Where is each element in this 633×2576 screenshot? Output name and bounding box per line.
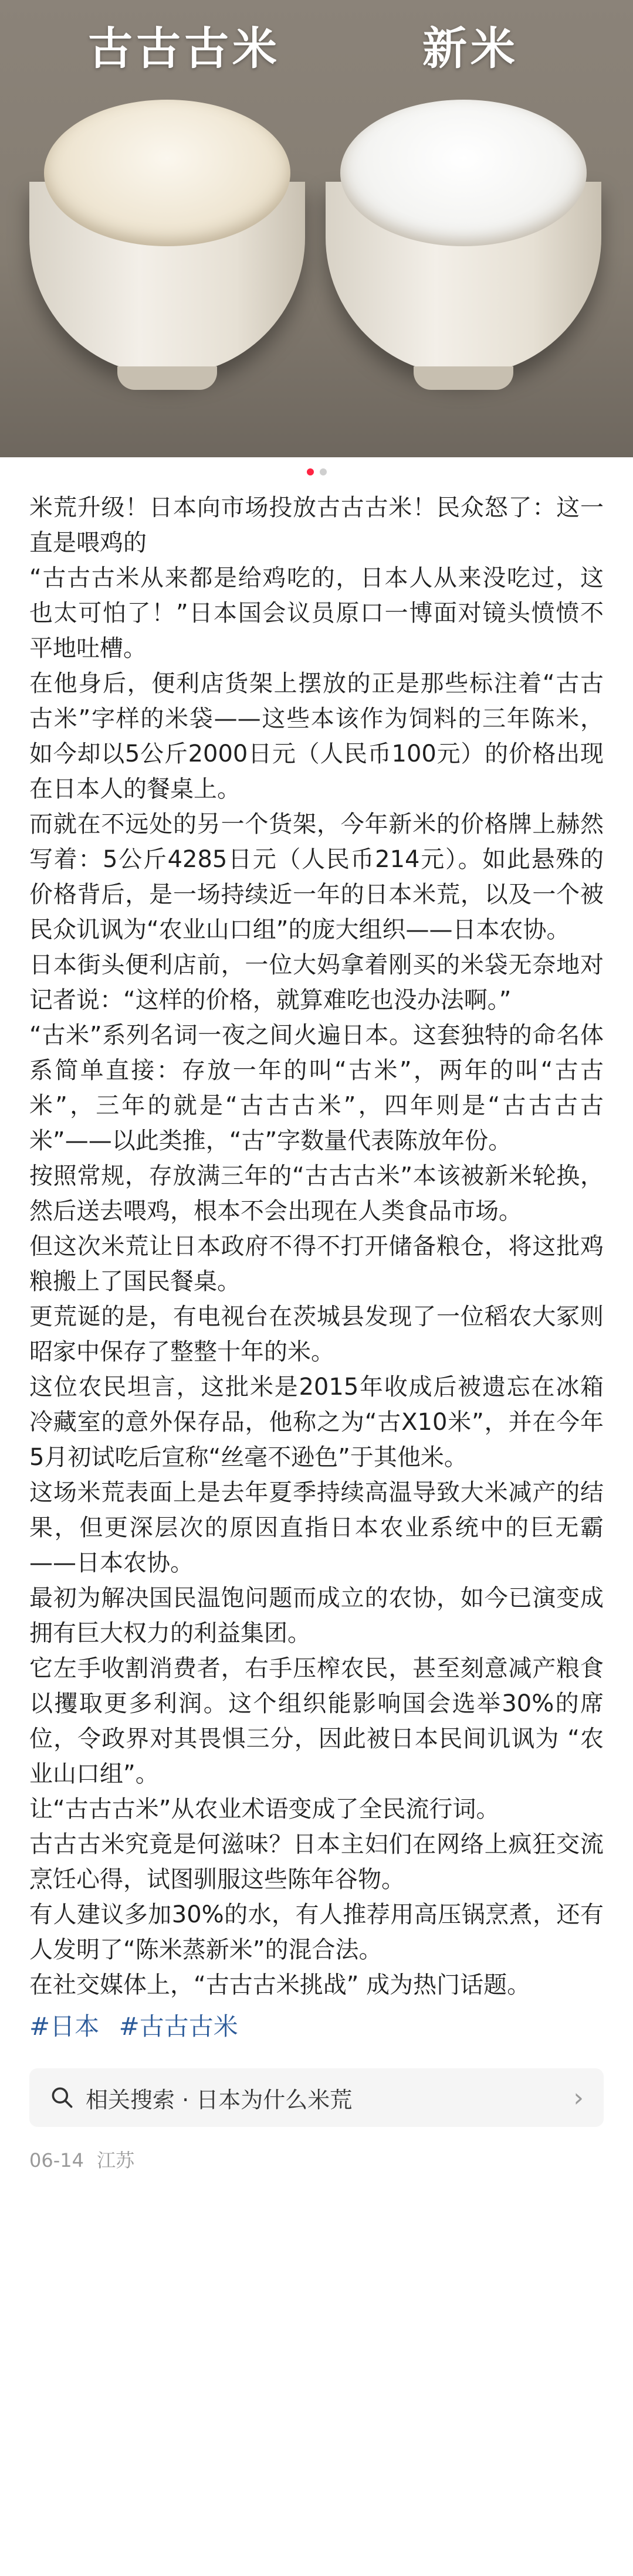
paragraph: 这位农民坦言，这批米是2015年收成后被遗忘在冰箱冷藏室的意外保存品，他称之为“古X10米”，并在今年5月初试吃后宣称“丝毫不逊色”于其他米。 [29, 1374, 604, 1471]
paragraph: 更荒诞的是，有电视台在茨城县发现了一位稻农大冢则昭家中保存了整整十年的米。 [29, 1303, 604, 1365]
paragraph: 有人建议多加30%的水，有人推荐用高压锅烹煮，还有人发明了“陈米蒸新米”的混合法。 [29, 1901, 604, 1963]
paragraph: 最初为解决国民温饱问题而成立的农协，如今已演变成拥有巨大权力的利益集团。 [29, 1585, 604, 1647]
post-date: 06-14 [29, 2149, 84, 2171]
new-rice-bowl [326, 100, 601, 405]
paragraph: 按照常规，存放满三年的“古古古米”本该被新米轮换，然后送去喂鸡，根本不会出现在人类食品市场。 [29, 1163, 604, 1225]
hashtag-gugugumi[interactable]: #古古古米 [119, 2012, 238, 2041]
paragraph: 日本街头便利店前，一位大妈拿着刚买的米袋无奈地对记者说：“这样的价格，就算难吃也没办法啊。” [29, 951, 604, 1014]
paragraph: 在社交媒体上，“古古古米挑战” 成为热门话题。 [29, 1972, 531, 1999]
paragraph: 让“古古古米”从农业术语变成了全民流行词。 [29, 1796, 500, 1823]
paragraph: 它左手收割消费者，右手压榨农民，甚至刻意减产粮食以攫取更多利润。这个组织能影响国会选举30%的席位，令政界对其畏惧三分，因此被日本民间讥讽为 “农业山口组”。 [29, 1655, 604, 1787]
paragraph: 古古古米究竟是何滋味？日本主妇们在网络上疯狂交流烹饪心得，试图驯服这些陈年谷物。 [29, 1831, 604, 1893]
paragraph: “古古古米从来都是给鸡吃的，日本人从来没吃过，这也太可怕了！”日本国会议员原口一博面对镜头愤愤不平地吐槽。 [29, 565, 604, 662]
paragraph: 米荒升级！日本向市场投放古古古米！民众怒了：这一直是喂鸡的 [29, 494, 604, 556]
post-image[interactable] [0, 0, 633, 457]
post-body [0, 487, 633, 2045]
search-icon [49, 2085, 75, 2111]
carousel-dot-2[interactable] [320, 468, 327, 475]
right-bowl-label: 新米 [422, 22, 519, 74]
hashtag-japan[interactable]: #日本 [29, 2012, 100, 2041]
related-search-label: 相关搜索 · 日本为什么米荒 [86, 2086, 353, 2113]
related-search-bar[interactable] [29, 2068, 604, 2127]
related-search-query: 日本为什么米荒 [196, 2086, 353, 2113]
chevron-right-icon: › [573, 2082, 584, 2113]
post-meta [29, 2146, 604, 2173]
hashtag-list [29, 2009, 604, 2045]
left-bowl-label: 古古古米 [88, 22, 280, 74]
paragraph: 这场米荒表面上是去年夏季持续高温导致大米减产的结果，但更深层次的原因直指日本农业系统中的巨无霸——日本农协。 [29, 1479, 604, 1576]
paragraph: 在他身后，便利店货架上摆放的正是那些标注着“古古古米”字样的米袋——这些本该作为饲料的三年陈米，如今却以5公斤2000日元（人民币100元）的价格出现在日本人的餐桌上。 [29, 670, 604, 803]
carousel-dot-1[interactable] [307, 468, 314, 475]
paragraph: 而就在不远处的另一个货架，今年新米的价格牌上赫然写着：5公斤4285日元（人民币214元）。如此悬殊的价格背后，是一场持续近一年的日本米荒，以及一个被民众讥讽为“农业山口组”的庞大组织——日本农协。 [29, 811, 604, 943]
old-rice-bowl [29, 100, 305, 405]
paragraph: “古米”系列名词一夜之间火遍日本。这套独特的命名体系简单直接：存放一年的叫“古米”，两年的叫“古古米”，三年的就是“古古古米”，四年则是“古古古古米”——以此类推，“古”字数量代表陈放年份。 [29, 1022, 604, 1154]
paragraph: 但这次米荒让日本政府不得不打开储备粮仓，将这批鸡粮搬上了国民餐桌。 [29, 1233, 604, 1295]
post-location: 江苏 [97, 2149, 135, 2171]
carousel-indicator [0, 457, 633, 487]
